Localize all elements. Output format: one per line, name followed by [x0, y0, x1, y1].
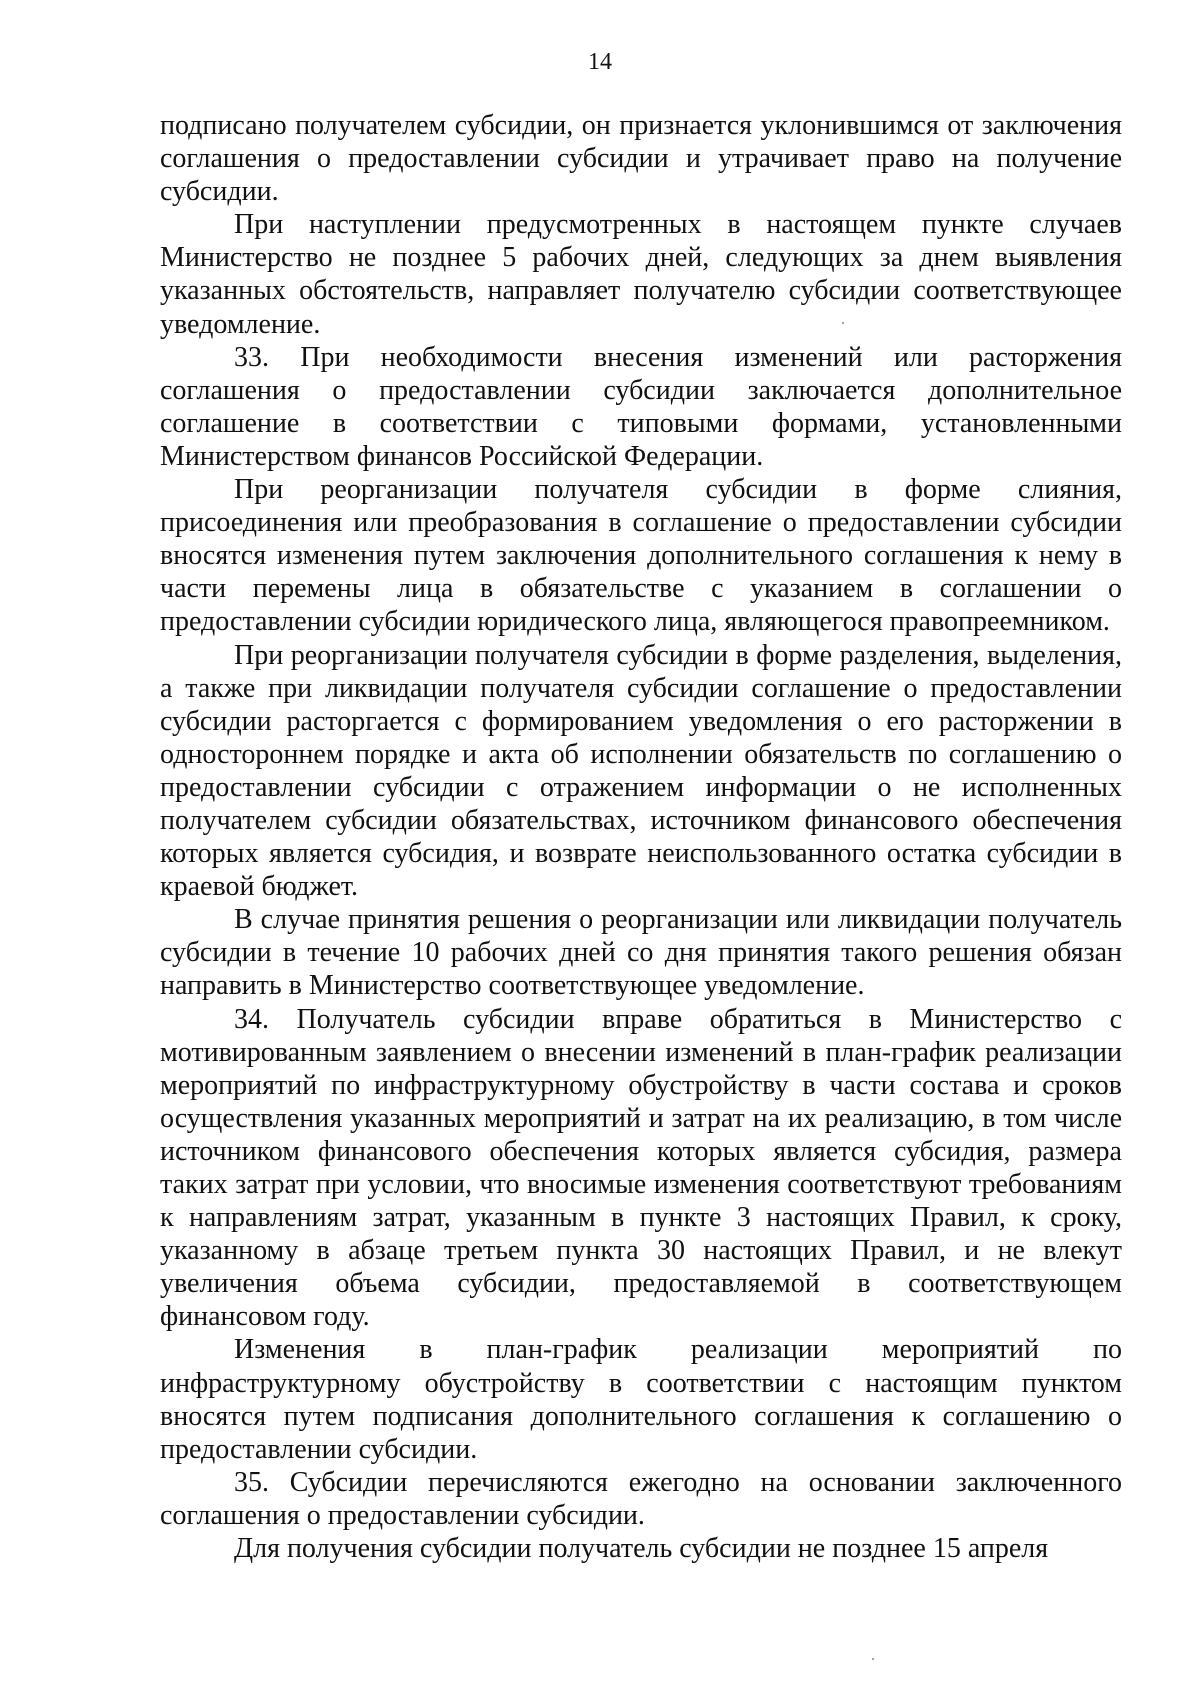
- paragraph-clause-34: 34. Получатель субсидии вправе обратиться в Министерство с мотивированным заявлением о внесении изменений в план-график реализации мероприятий по инфраструктурному обустройству в части состава и сроков осуществления указанных мероприятий и затрат на их реализацию, в том числе источником финансового обеспечения которых является субсидия, размера таких затрат при условии, что вносимые изменения соответствуют требованиям к направлениям затрат, указанным в пункте 3 настоящих Правил, к сроку, указанному в абзаце третьем пункта 30 настоящих Правил, и не влекут увеличения объема субсидии, предоставляемой в соответствующем финансовом году.: [160, 1003, 1122, 1333]
- paragraph-clause-33: 33. При необходимости внесения изменений или расторжения соглашения о предоставлении субсидии заключается дополнительное соглашение в соответствии с типовыми формами, установленными Министерством финансов Российской Федерации.: [160, 341, 1122, 472]
- paragraph: При реорганизации получателя субсидии в форме разделения, выделения, а также при ликвидации получателя субсидии соглашение о предоставлении субсидии расторгается с формированием уведомления о его расторжении в одностороннем порядке и акта об исполнении обязательств по соглашению о предоставлении субсидии с отражением информации о не исполненных получателем субсидии обязательствах, источником финансового обеспечения которых является субсидия, и возврате неиспользованного остатка субсидии в краевой бюджет.: [160, 639, 1122, 903]
- scan-speck: [842, 322, 844, 324]
- paragraph-clause-35: 35. Субсидии перечисляются ежегодно на основании заключенного соглашения о предоставлении субсидии.: [160, 1466, 1122, 1531]
- paragraph: При наступлении предусмотренных в настоящем пункте случаев Министерство не позднее 5 рабочих дней, следующих за днем выявления указанных обстоятельств, направляет получателю субсидии соответствующее уведомление.: [160, 209, 1122, 340]
- paragraph: Изменения в план-график реализации мероприятий по инфраструктурному обустройству в соответствии с настоящим пунктом вносятся путем подписания дополнительного соглашения к соглашению о предоставлении субсидии.: [160, 1334, 1122, 1465]
- paragraph-last: Для получения субсидии получатель субсидии не позднее 15 апреля: [234, 1533, 1049, 1565]
- page-number: 14: [588, 49, 612, 75]
- scan-speck: [872, 1658, 874, 1660]
- paragraph: В случае принятия решения о реорганизации или ликвидации получатель субсидии в течение 10 рабочих дней со дня принятия такого решения обязан направить в Министерство соответствующее уведомление.: [160, 904, 1122, 1002]
- paragraph-continuation: подписано получателем субсидии, он признается уклонившимся от заключения соглашения о предоставлении субсидии и утрачивает право на получение субсидии.: [160, 110, 1122, 208]
- paragraph: При реорганизации получателя субсидии в форме слияния, присоединения или преобразования в соглашение о предоставлении субсидии вносятся изменения путем заключения дополнительного соглашения к нему в части перемены лица в обязательстве с указанием в соглашении о предоставлении субсидии юридического лица, являющегося правопреемником.: [160, 474, 1122, 638]
- document-body: [160, 109, 1122, 1565]
